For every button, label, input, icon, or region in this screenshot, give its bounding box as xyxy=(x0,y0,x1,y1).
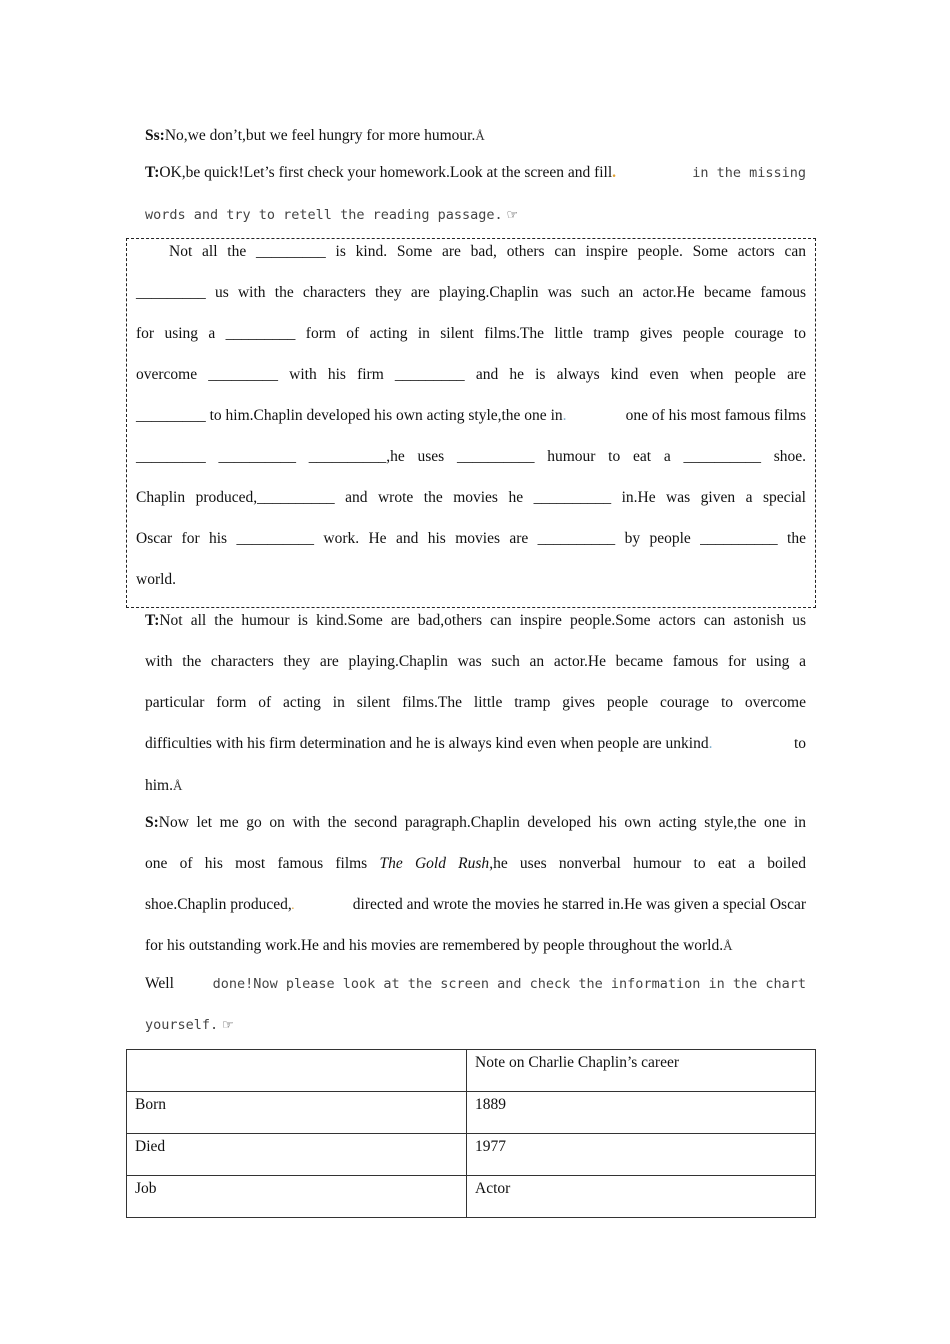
speaker-ss: Ss: xyxy=(145,127,165,144)
table-header-cell xyxy=(127,1050,467,1092)
t-line-1 xyxy=(145,164,806,182)
table-cell: Died xyxy=(127,1134,467,1176)
answer-s-text-3b: directed and wrote the movies he starred in.He was given a special Oscar xyxy=(352,896,806,913)
answer-t-line-4 xyxy=(145,735,806,753)
blank-line-1: Not all the _________ is kind. Some are bad, others can inspire people. Some actors can xyxy=(169,243,806,260)
table-cell: Born xyxy=(127,1092,467,1134)
table-cell: 1977 xyxy=(467,1134,816,1176)
well-done-line-1 xyxy=(145,975,806,993)
answer-t-text-4b: to xyxy=(793,735,806,752)
ss-text: No,we don’t,but we feel hungry for more humour. xyxy=(164,127,476,144)
answer-t-line-1 xyxy=(145,612,806,630)
table-row xyxy=(127,1176,816,1218)
speaker-t: T: xyxy=(145,164,160,181)
blank-line-9: world. xyxy=(136,571,177,588)
table-cell: Actor xyxy=(467,1176,816,1218)
answer-t-text-5: him. xyxy=(145,777,173,794)
t-mono-1: in the missing xyxy=(692,165,806,181)
blank-line-5 xyxy=(136,407,806,425)
film-title: The Gold Rush xyxy=(379,855,490,872)
answer-t-line-2: with the characters they are playing.Chaplin was such an actor.He became famous for using a xyxy=(145,653,806,670)
well-done-line-2 xyxy=(145,1016,806,1034)
answer-s-text-3a: shoe.Chaplin produced, xyxy=(145,896,292,913)
t-text: OK,be quick!Let’s first check your homework.Look at the screen and fill xyxy=(159,164,613,181)
career-notes-table xyxy=(126,1049,816,1218)
t-mono-2: words and try to retell the reading passage. xyxy=(145,207,503,223)
t-line-2 xyxy=(145,206,806,224)
table-row xyxy=(127,1092,816,1134)
answer-t-text-4: difficulties with his firm determination and he is always kind even when people are unkind xyxy=(145,735,709,752)
well-done-serif: Well xyxy=(145,975,174,992)
format-dot: . xyxy=(291,901,295,911)
blank-line-7: Chaplin produced,__________ and wrote the movies he __________ in.He was given a special xyxy=(136,489,806,506)
answer-t-line-3: particular form of acting in silent films.The little tramp gives people courage to overcome xyxy=(145,694,806,711)
table-header-row xyxy=(127,1050,816,1092)
blank-line-4: overcome _________ with his firm _________ and he is always kind even when people are xyxy=(136,366,806,383)
blank-line-5a: _________ to him.Chaplin developed his own acting style,the one in xyxy=(136,407,563,424)
table-row xyxy=(127,1134,816,1176)
blank-line-6: _________ __________ __________,he uses __________ humour to eat a __________ shoe. xyxy=(136,448,806,465)
speaker-t-answer: T: xyxy=(145,612,160,629)
table-cell: 1889 xyxy=(467,1092,816,1134)
ss-line xyxy=(145,127,806,145)
format-dot: . xyxy=(708,735,713,752)
fill-in-blanks-box xyxy=(126,238,816,608)
format-dot: . xyxy=(612,164,617,181)
blank-line-5b: one of his most famous films xyxy=(625,407,806,424)
answer-t-line-5 xyxy=(145,777,806,795)
answer-t-text-1: Not all the humour is kind.Some are bad,others can inspire people.Some actors can astonish us xyxy=(159,612,806,629)
paragraph-mark: Å xyxy=(173,778,183,793)
blank-line-2: _________ us with the characters they are playing.Chaplin was such an actor.He became famous xyxy=(136,284,806,301)
pointing-hand-icon: ☞ xyxy=(222,1017,234,1032)
well-done-mono-2: yourself. xyxy=(145,1017,219,1033)
answer-s-text-1: Now let me go on with the second paragraph.Chaplin developed his own acting style,the one in xyxy=(158,814,806,831)
well-done-mono-1: done!Now please look at the screen and check the information in the chart xyxy=(212,976,806,992)
format-dot: . xyxy=(562,407,567,424)
blank-line-8: Oscar for his __________ work. He and his movies are __________ by people __________ the xyxy=(136,530,806,547)
blank-line-3: for using a _________ form of acting in silent films.The little tramp gives people courage to xyxy=(136,325,806,342)
answer-s-line-4 xyxy=(145,937,806,955)
speaker-s: S: xyxy=(145,814,159,831)
answer-s-line-1 xyxy=(145,814,806,832)
answer-s-text-4: for his outstanding work.He and his movies are remembered by people throughout the world. xyxy=(145,937,724,954)
answer-s-line-3 xyxy=(145,896,806,914)
answer-s-line-2 xyxy=(145,855,806,873)
paragraph-mark: Å xyxy=(723,938,733,953)
table-header-cell: Note on Charlie Chaplin’s career xyxy=(467,1050,816,1092)
paragraph-mark: Å xyxy=(475,128,485,143)
answer-s-text-2b: ,he uses nonverbal humour to eat a boiled xyxy=(489,855,806,872)
table-cell: Job xyxy=(127,1176,467,1218)
answer-s-text-2a: one of his most famous films xyxy=(145,855,380,872)
pointing-hand-icon: ☞ xyxy=(506,207,519,222)
